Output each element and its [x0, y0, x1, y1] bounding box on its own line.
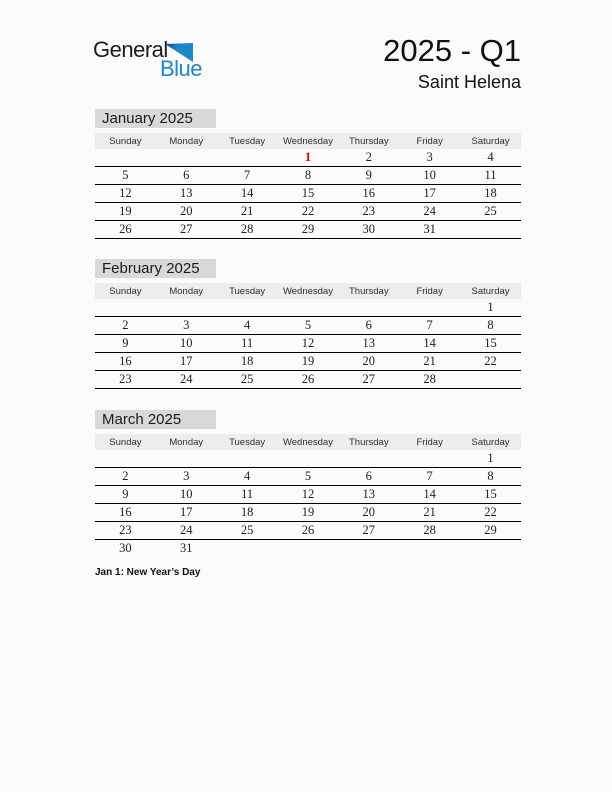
day-cell: 31: [180, 541, 193, 555]
day-cell: 7: [399, 468, 460, 486]
week-row: [95, 299, 521, 317]
weekday-header-row: [95, 283, 521, 299]
day-cell: 4: [460, 149, 521, 167]
month-title: January 2025: [95, 109, 216, 128]
weekday-header: Saturday: [460, 434, 521, 450]
weekday-header: Monday: [156, 133, 217, 149]
holiday-note: Jan 1: New Year’s Day: [95, 567, 201, 578]
day-cell: 31: [399, 221, 460, 239]
day-cell: 6: [338, 317, 399, 335]
day-cell: 20: [338, 353, 399, 371]
day-cell: 3: [399, 149, 460, 167]
day-cell: [217, 540, 278, 558]
month-calendar: [95, 283, 521, 389]
logo-text-blue: Blue: [160, 56, 203, 81]
weekday-header: Wednesday: [278, 434, 339, 450]
weekday-header: Thursday: [338, 133, 399, 149]
week-row: [95, 335, 521, 353]
day-cell: [399, 299, 460, 317]
day-cell: [278, 540, 339, 558]
weekday-header: Saturday: [460, 283, 521, 299]
day-cell: 26: [278, 522, 339, 540]
day-cell: 24: [156, 522, 217, 540]
week-row: [95, 317, 521, 335]
day-cell: 8: [278, 167, 339, 185]
day-cell: 6: [338, 468, 399, 486]
day-cell: [399, 450, 460, 468]
quarter-title: 2025 - Q1: [383, 33, 521, 68]
month-calendar: [95, 434, 521, 557]
day-cell: 10: [399, 167, 460, 185]
day-cell: 21: [399, 353, 460, 371]
day-cell: 22: [460, 353, 521, 371]
day-cell: 2: [95, 317, 156, 335]
day-cell: 28: [399, 522, 460, 540]
general-blue-logo: [93, 38, 202, 79]
day-cell: 19: [278, 353, 339, 371]
day-cell: 19: [95, 203, 156, 221]
day-cell: [338, 450, 399, 468]
day-cell: [278, 299, 339, 317]
week-row: [95, 221, 521, 239]
day-cell: 5: [95, 167, 156, 185]
day-cell: 30: [119, 541, 132, 555]
weekday-header: Thursday: [338, 283, 399, 299]
weekday-header: Friday: [399, 133, 460, 149]
month-title: February 2025: [95, 259, 216, 278]
day-cell: 27: [338, 371, 399, 389]
weekday-header: Tuesday: [217, 434, 278, 450]
day-cell: 21: [399, 504, 460, 522]
day-cell: [460, 540, 521, 558]
day-cell: 11: [217, 335, 278, 353]
weekday-header: Wednesday: [278, 283, 339, 299]
week-row: [95, 468, 521, 486]
day-cell: 16: [95, 353, 156, 371]
logo-text-general: General: [93, 37, 168, 62]
page-header: [383, 34, 521, 93]
day-cell: 14: [399, 335, 460, 353]
day-cell: 19: [278, 504, 339, 522]
day-cell: [217, 450, 278, 468]
day-cell: 10: [156, 486, 217, 504]
weekday-header: Wednesday: [278, 133, 339, 149]
day-cell: 15: [460, 486, 521, 504]
weekday-header: Sunday: [95, 283, 156, 299]
day-cell: 12: [278, 335, 339, 353]
day-cell: [95, 299, 156, 317]
day-cell: 1: [460, 299, 521, 317]
month-title: March 2025: [95, 410, 216, 429]
country-subtitle: Saint Helena: [417, 72, 521, 92]
day-cell: [217, 149, 278, 167]
day-cell: 5: [278, 317, 339, 335]
day-cell: 16: [338, 185, 399, 203]
day-cell: 10: [156, 335, 217, 353]
day-cell: [399, 540, 460, 558]
day-cell: 13: [338, 486, 399, 504]
day-cell: 23: [95, 371, 156, 389]
day-cell: 1: [278, 149, 339, 167]
day-cell: 7: [399, 317, 460, 335]
weekday-header: Friday: [399, 283, 460, 299]
day-cell: 17: [399, 185, 460, 203]
day-cell: 18: [460, 185, 521, 203]
month-calendar: [95, 133, 521, 239]
day-cell: 20: [156, 203, 217, 221]
day-cell: 2: [338, 149, 399, 167]
month-section: [95, 259, 521, 389]
day-cell: 12: [278, 486, 339, 504]
day-cell: 30: [338, 221, 399, 239]
day-cell: 12: [95, 185, 156, 203]
day-cell: 3: [156, 317, 217, 335]
weekday-header: Monday: [156, 434, 217, 450]
week-row: [95, 540, 521, 558]
day-cell: 8: [460, 468, 521, 486]
day-cell: 17: [156, 504, 217, 522]
day-cell: 25: [460, 203, 521, 221]
day-cell: 20: [338, 504, 399, 522]
weekday-header: Sunday: [95, 133, 156, 149]
day-cell: 22: [460, 504, 521, 522]
day-cell: [95, 149, 156, 167]
day-cell: 14: [399, 486, 460, 504]
weekday-header: Sunday: [95, 434, 156, 450]
day-cell: [460, 371, 521, 389]
day-cell: 13: [156, 185, 217, 203]
day-cell: 29: [278, 221, 339, 239]
weekday-header: Friday: [399, 434, 460, 450]
day-cell: 29: [460, 522, 521, 540]
day-cell: 26: [95, 221, 156, 239]
day-cell: 9: [95, 486, 156, 504]
week-row: [95, 185, 521, 203]
weekday-header: Tuesday: [217, 133, 278, 149]
weekday-header-row: [95, 133, 521, 149]
day-cell: 11: [217, 486, 278, 504]
day-cell: [156, 450, 217, 468]
week-row: [95, 371, 521, 389]
day-cell: 15: [278, 185, 339, 203]
day-cell: 28: [217, 221, 278, 239]
day-cell: 23: [338, 203, 399, 221]
week-row: [95, 522, 521, 540]
day-cell: 26: [278, 371, 339, 389]
day-cell: [156, 149, 217, 167]
day-cell: 24: [156, 371, 217, 389]
day-cell: 25: [217, 371, 278, 389]
day-cell: 22: [278, 203, 339, 221]
day-cell: 27: [156, 221, 217, 239]
weekday-header: Saturday: [460, 133, 521, 149]
day-cell: 4: [217, 468, 278, 486]
day-cell: 27: [338, 522, 399, 540]
week-row: [95, 504, 521, 522]
day-cell: [338, 299, 399, 317]
day-cell: [95, 450, 156, 468]
day-cell: 23: [95, 522, 156, 540]
day-cell: 4: [217, 317, 278, 335]
weekday-header: Tuesday: [217, 283, 278, 299]
day-cell: 18: [217, 504, 278, 522]
week-row: [95, 167, 521, 185]
day-cell: 2: [95, 468, 156, 486]
day-cell: 3: [156, 468, 217, 486]
day-cell: 8: [460, 317, 521, 335]
day-cell: [460, 221, 521, 239]
weekday-header: Thursday: [338, 434, 399, 450]
day-cell: 15: [460, 335, 521, 353]
day-cell: 6: [156, 167, 217, 185]
weekday-header: Monday: [156, 283, 217, 299]
weekday-header-row: [95, 434, 521, 450]
day-cell: 11: [460, 167, 521, 185]
day-cell: 16: [95, 504, 156, 522]
week-row: [95, 486, 521, 504]
week-row: [95, 203, 521, 221]
day-cell: 1: [460, 450, 521, 468]
month-section: [95, 410, 521, 557]
day-cell: 18: [217, 353, 278, 371]
day-cell: [278, 450, 339, 468]
week-row: [95, 353, 521, 371]
day-cell: 7: [217, 167, 278, 185]
day-cell: 14: [217, 185, 278, 203]
day-cell: 25: [217, 522, 278, 540]
day-cell: 13: [338, 335, 399, 353]
day-cell: 17: [156, 353, 217, 371]
week-row: [95, 149, 521, 167]
month-section: [95, 109, 521, 239]
day-cell: [338, 540, 399, 558]
day-cell: 24: [399, 203, 460, 221]
day-cell: 21: [217, 203, 278, 221]
day-cell: 9: [338, 167, 399, 185]
day-cell: [217, 299, 278, 317]
day-cell: 5: [278, 468, 339, 486]
day-cell: 28: [399, 371, 460, 389]
week-row: [95, 450, 521, 468]
day-cell: 9: [95, 335, 156, 353]
day-cell: [156, 299, 217, 317]
